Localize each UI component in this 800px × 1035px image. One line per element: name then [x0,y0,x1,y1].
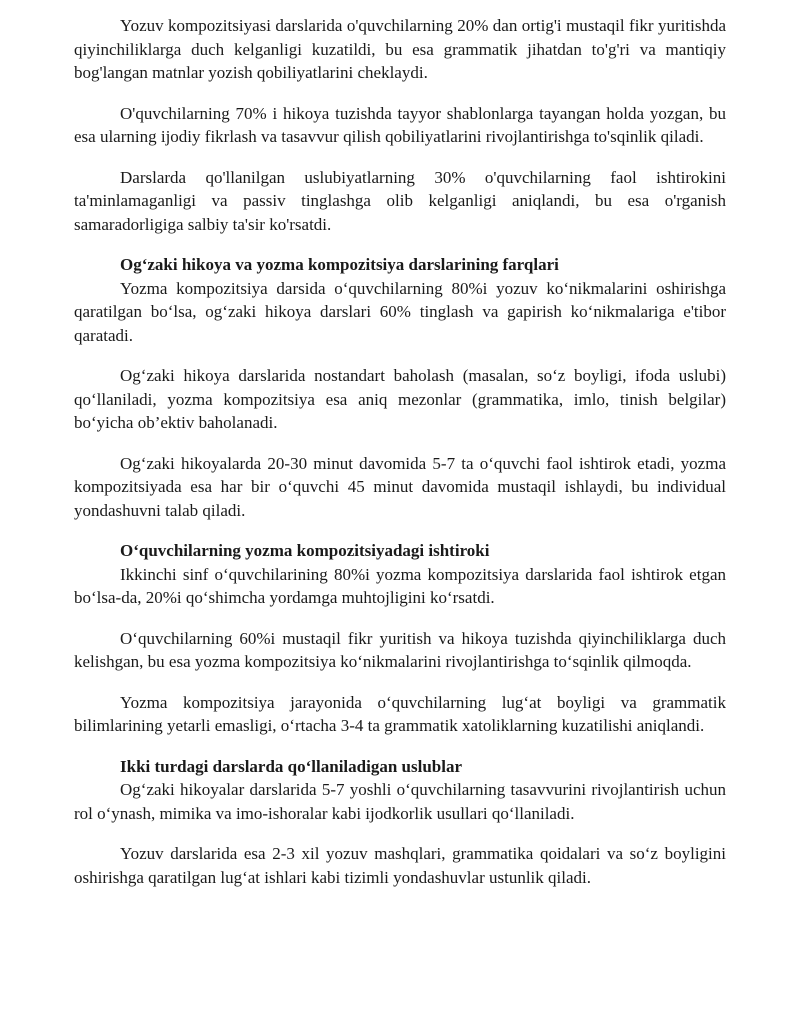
paragraph-skills-focus: Yozma kompozitsiya darsida o‘quvchilarning 80%i yozuv ko‘nikmalarini oshirishga qaratilgan bo‘lsa, og‘zaki hikoya darslari 60% tinglash va gapirish ko‘nikmalariga e'tibor qaratadi. [74,278,726,345]
section-heading-participation: O‘quvchilarning yozma kompozitsiyadagi ishtiroki [120,541,490,560]
paragraph-vocabulary-grammar: Yozma kompozitsiya jarayonida o‘quvchilarning lug‘at boyligi va grammatik bilimlarining yetarli emasligi, o‘rtacha 3-4 ta grammatik xatoliklarning kuzatilishi aniqlandi. [74,692,726,735]
section-heading-methods: Ikki turdagi darslarda qo‘llaniladigan uslublar [120,756,462,776]
paragraph-independent-thinking: O‘quvchilarning 60%i mustaqil fikr yuritish va hikoya tuzishda qiyinchiliklarga duch kelishgan, bu esa yozma kompozitsiya ko‘nikmalarini rivojlantirishga to‘sqinlik qilmoqda. [74,628,726,671]
paragraph-active-participation: Ikkinchi sinf o‘quvchilarining 80%i yozma kompozitsiya darslarida faol ishtirok etgan bo‘lsa-da, 20%i qo‘shimcha yordamga muhtojligini ko‘rsatdi. [74,564,726,607]
paragraph-assessment: Og‘zaki hikoya darslarida nostandart baholash (masalan, so‘z boyligi, ifoda uslubi) qo‘llaniladi, yozma kompozitsiya esa aniq mezonlar (grammatika, imlo, tinish belgilar) bo‘yicha ob’ektiv baholanadi. [74,366,726,432]
paragraph-methods: Darslarda qo'llanilgan uslubiyatlarning 30% o'quvchilarning faol ishtirokini ta'minlamaganligi va passiv tinglashga olib kelganligi aniqlandi, bu esa o'rganish samaradorligiga salbiy ta'sir ko'rsatdi. [74,167,726,234]
paragraph-oral-methods: Og‘zaki hikoyalar darslarida 5-7 yoshli o‘quvchilarning tasavvurini rivojlantirish uchun rol o‘ynash, mimika va imo-ishoralar kabi ijodkorlik usullari qo‘llaniladi. [74,780,726,823]
paragraph-templates: O'quvchilarning 70% i hikoya tuzishda tayyor shablonlarga tayangan holda yozgan, bu esa ularning ijodiy fikrlash va tasavvur qilish qobiliyatlarini rivojlantirishga to'sqinlik qiladi. [74,103,726,146]
paragraph-participation-time: Og‘zaki hikoyalarda 20-30 minut davomida 5-7 ta o‘quvchi faol ishtirok etadi, yozma kompozitsiyada esa har bir o‘quvchi 45 minut davomida mustaqil ishlaydi, bu individual yondashuvni talab qiladi. [74,453,726,520]
paragraph-writing-difficulties: Yozuv kompozitsiyasi darslarida o'quvchilarning 20% dan ortig'i mustaqil fikr yuritishda qiyinchiliklarga duch kelganligi kuzatildi, bu esa grammatik jihatdan to'g'ri va mantiqiy bog'langan matnlar yozish qobiliyatlarini cheklaydi. [74,16,726,82]
section-heading-differences: Og‘zaki hikoya va yozma kompozitsiya darslarining farqlari [120,255,559,274]
paragraph-writing-methods: Yozuv darslarida esa 2-3 xil yozuv mashqlari, grammatika qoidalari va so‘z boyligini oshirishga qaratilgan lug‘at ishlari kabi tizimli yondashuvlar ustunlik qiladi. [74,844,726,887]
